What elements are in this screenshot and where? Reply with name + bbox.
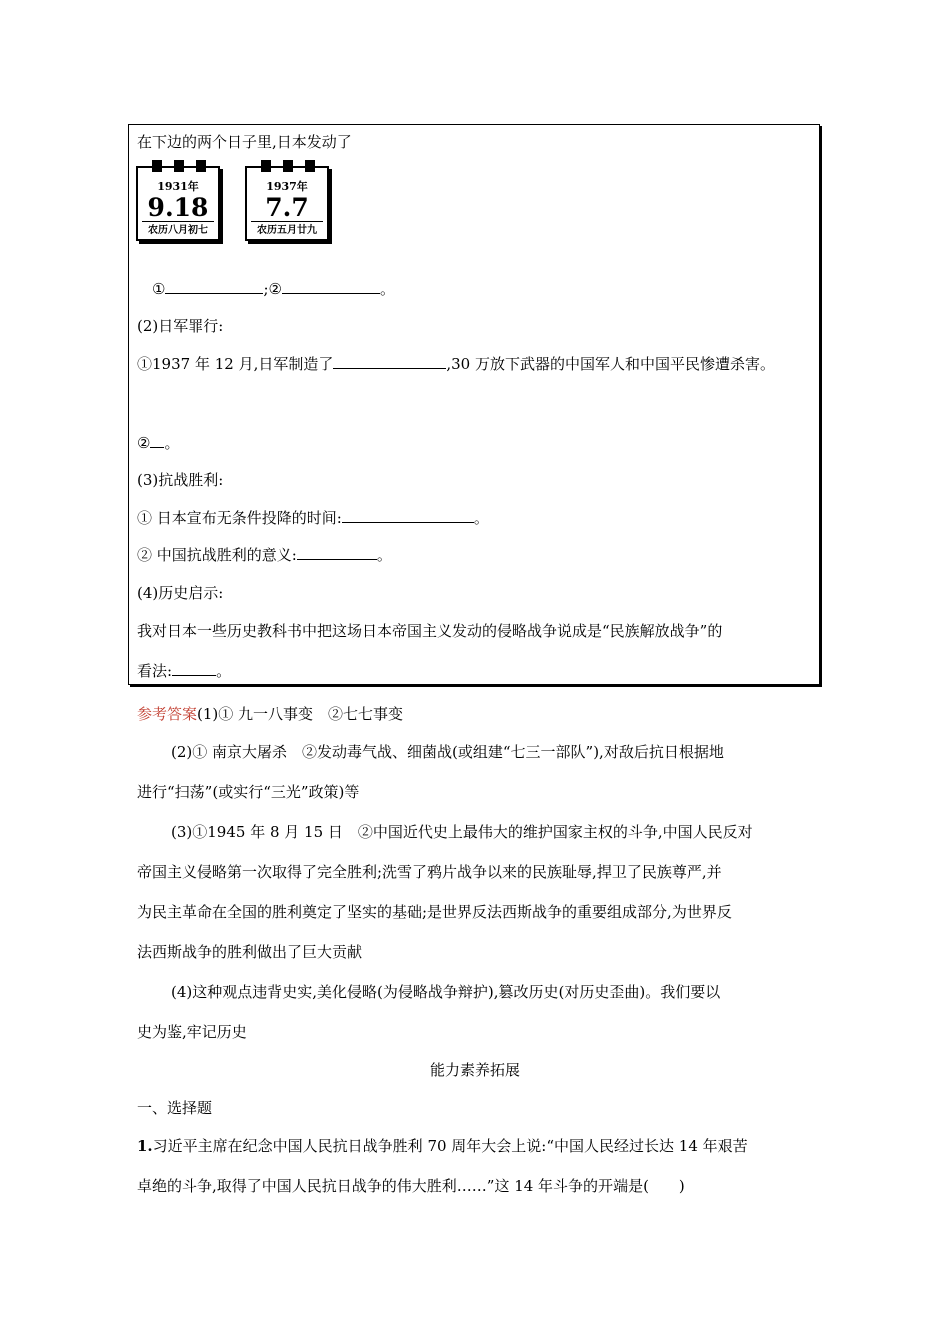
answer-line-1: 参考答案(1)① 九一八事变 ②七七事变	[137, 705, 404, 723]
section-subtitle: 一、选择题	[137, 1099, 213, 1117]
answer-label: 参考答案	[137, 705, 198, 723]
q4-view: 看法: 。	[137, 662, 232, 680]
blank-field[interactable]	[333, 354, 446, 369]
answer-2-line-1: (2)① 南京大屠杀 ②发动毒气战、细菌战(或组建“七三一部队”),对敌后抗日根据地	[171, 743, 724, 761]
q2-title: (2)日军罪行:	[137, 317, 224, 335]
calendar-date: 7.7	[265, 193, 309, 222]
question-box	[128, 124, 820, 685]
answer-4-line-2: 史为鉴,牢记历史	[137, 1023, 247, 1041]
question-1-line-1: 1.习近平主席在纪念中国人民抗日战争胜利 70 周年大会上说:“中国人民经过长达 14 年艰苦	[137, 1137, 748, 1155]
q2-item-2: ② 。	[137, 434, 180, 452]
blank-field[interactable]	[172, 661, 216, 676]
answer-3-line-3: 为民主革命在全国的胜利奠定了坚实的基础;是世界反法西斯战争的重要组成部分,为世界反	[137, 903, 732, 921]
calendar-date: 9.18	[147, 193, 209, 222]
section-title: 能力素养拓展	[429, 1061, 520, 1079]
calendar-1931	[136, 166, 220, 241]
question-number: 1.	[137, 1137, 153, 1155]
q4-title: (4)历史启示:	[137, 584, 224, 602]
q2-item-1: ①1937 年 12 月,日军制造了 ,30 万放下武器的中国军人和中国平民惨遭杀害。	[137, 355, 775, 373]
q1-answer-line: ① ;② 。	[152, 280, 395, 298]
answer-2-line-2: 进行“扫荡”(或实行“三光”政策)等	[137, 783, 360, 801]
answer-4-line-1: (4)这种观点违背史实,美化侵略(为侵略战争辩护),篡改历史(对历史歪曲)。我们要以	[171, 983, 721, 1001]
blank-field[interactable]	[297, 545, 377, 560]
calendar-rings-icon	[138, 160, 218, 172]
q3-title: (3)抗战胜利:	[137, 471, 224, 489]
blank-field[interactable]	[342, 508, 474, 523]
answer-3-line-4: 法西斯战争的胜利做出了巨大贡献	[137, 943, 363, 961]
blank-field[interactable]	[282, 279, 380, 294]
calendar-year: 1931年	[157, 180, 199, 193]
answer-3-line-1: (3)①1945 年 8 月 15 日 ②中国近代史上最伟大的维护国家主权的斗争,中国人民反对	[171, 823, 753, 841]
calendar-rings-icon	[247, 160, 327, 172]
answer-3-line-2: 帝国主义侵略第一次取得了完全胜利;洗雪了鸦片战争以来的民族耻辱,捍卫了民族尊严,并	[137, 863, 722, 881]
calendar-lunar: 农历八月初七	[148, 225, 208, 236]
box-intro: 在下边的两个日子里,日本发动了	[137, 133, 352, 151]
calendar-lunar: 农历五月廿九	[257, 225, 317, 236]
q3-item-1: ① 日本宣布无条件投降的时间: 。	[137, 509, 489, 527]
blank-field[interactable]	[165, 279, 263, 294]
calendar-1937	[245, 166, 329, 241]
blank-field[interactable]	[150, 433, 164, 448]
q4-text: 我对日本一些历史教科书中把这场日本帝国主义发动的侵略战争说成是“民族解放战争”的	[137, 622, 723, 640]
question-1-line-2: 卓绝的斗争,取得了中国人民抗日战争的伟大胜利……”这 14 年斗争的开端是( )	[137, 1177, 685, 1195]
q3-item-2: ② 中国抗战胜利的意义: 。	[137, 546, 392, 564]
calendar-year: 1937年	[266, 180, 308, 193]
